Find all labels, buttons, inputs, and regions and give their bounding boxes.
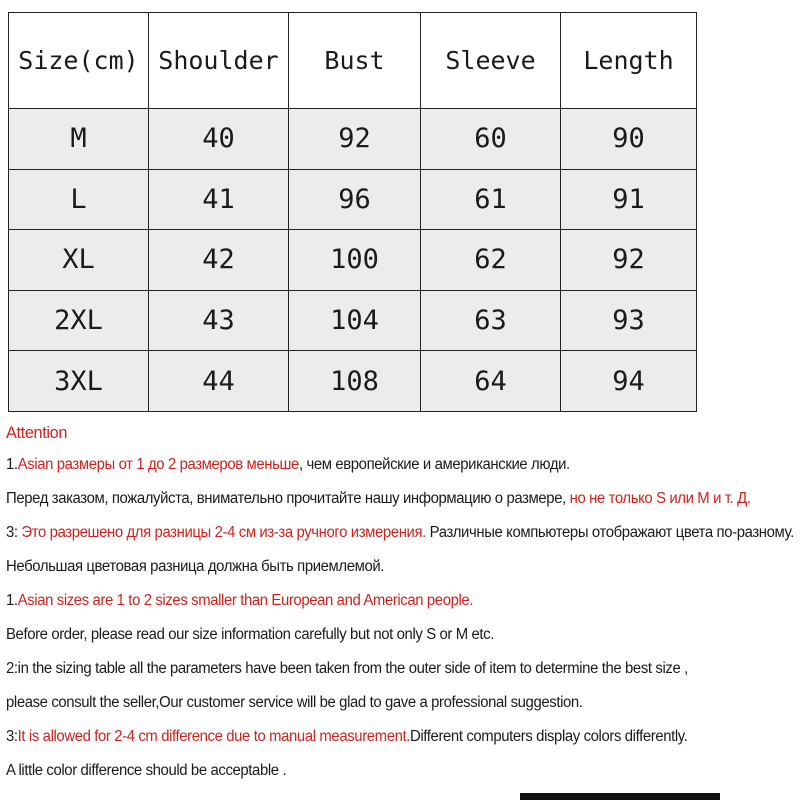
note-highlight: Asian sizes are 1 to 2 sizes smaller than European and American people. bbox=[17, 592, 474, 609]
bust-cell: 100 bbox=[289, 230, 421, 291]
header-size: Size(cm) bbox=[9, 13, 149, 109]
sleeve-cell: 64 bbox=[421, 351, 561, 412]
note-en-1 bbox=[6, 584, 765, 618]
note-en-3 bbox=[6, 652, 765, 686]
size-cell: XL bbox=[9, 230, 149, 291]
bottom-edge-strip bbox=[520, 793, 720, 800]
bust-cell: 108 bbox=[289, 351, 421, 412]
note-text: Небольшая цветовая разница должна быть приемлемой. bbox=[6, 558, 385, 575]
note-text: , чем европейские и американские люди. bbox=[298, 456, 570, 473]
note-text: A little color difference should be acceptable . bbox=[6, 762, 287, 779]
table-row bbox=[9, 108, 697, 169]
note-text: 2:in the sizing table all the parameters have been taken from the outer side of item to determine the best size , bbox=[6, 660, 688, 677]
header-sleeve: Sleeve bbox=[421, 13, 561, 109]
shoulder-cell: 40 bbox=[149, 108, 289, 169]
bust-cell: 92 bbox=[289, 108, 421, 169]
table-row bbox=[9, 169, 697, 230]
length-cell: 92 bbox=[561, 230, 697, 291]
note-highlight: но не только S или M и т. Д. bbox=[569, 490, 751, 507]
header-length: Length bbox=[561, 13, 697, 109]
note-ru-4 bbox=[6, 550, 765, 584]
table-row bbox=[9, 290, 697, 351]
size-cell: M bbox=[9, 108, 149, 169]
note-en-2 bbox=[6, 618, 765, 652]
bust-cell: 104 bbox=[289, 290, 421, 351]
sleeve-cell: 60 bbox=[421, 108, 561, 169]
table-row bbox=[9, 351, 697, 412]
note-en-4 bbox=[6, 686, 765, 720]
attention-notes bbox=[6, 418, 794, 788]
note-highlight: It is allowed for 2-4 cm difference due to manual measurement. bbox=[17, 728, 411, 745]
note-highlight: Это разрешено для разницы 2-4 см из-за ручного измерения. bbox=[21, 524, 426, 541]
note-ru-3 bbox=[6, 516, 794, 550]
length-cell: 94 bbox=[561, 351, 697, 412]
size-cell: 3XL bbox=[9, 351, 149, 412]
note-highlight: Asian размеры от 1 до 2 размеров меньше bbox=[17, 456, 299, 473]
note-en-5 bbox=[6, 720, 765, 754]
length-cell: 91 bbox=[561, 169, 697, 230]
attention-title: Attention bbox=[6, 423, 68, 442]
note-prefix: 1. bbox=[6, 456, 18, 473]
bust-cell: 96 bbox=[289, 169, 421, 230]
size-cell: 2XL bbox=[9, 290, 149, 351]
note-prefix: 3: bbox=[6, 728, 18, 745]
sleeve-cell: 61 bbox=[421, 169, 561, 230]
shoulder-cell: 42 bbox=[149, 230, 289, 291]
note-text: Different computers display colors differently. bbox=[410, 728, 688, 745]
note-ru-2 bbox=[6, 482, 765, 516]
note-text: Before order, please read our size information carefully but not only S or M etc. bbox=[6, 626, 494, 643]
sleeve-cell: 62 bbox=[421, 230, 561, 291]
length-cell: 90 bbox=[561, 108, 697, 169]
note-text: please consult the seller,Our customer service will be glad to gave a professional suggestion. bbox=[6, 694, 583, 711]
note-en-6 bbox=[6, 754, 765, 788]
header-bust: Bust bbox=[289, 13, 421, 109]
table-header-row bbox=[9, 13, 697, 109]
note-ru-1 bbox=[6, 448, 765, 482]
sleeve-cell: 63 bbox=[421, 290, 561, 351]
note-prefix: 1. bbox=[6, 592, 18, 609]
length-cell: 93 bbox=[561, 290, 697, 351]
size-chart-table bbox=[8, 12, 697, 412]
note-prefix: 3: bbox=[6, 524, 22, 541]
shoulder-cell: 43 bbox=[149, 290, 289, 351]
shoulder-cell: 44 bbox=[149, 351, 289, 412]
note-text: Различные компьютеры отображают цвета по-разному. bbox=[425, 524, 794, 541]
size-cell: L bbox=[9, 169, 149, 230]
table-row bbox=[9, 230, 697, 291]
shoulder-cell: 41 bbox=[149, 169, 289, 230]
note-text: Перед заказом, пожалуйста, внимательно прочитайте нашу информацию о размере, bbox=[6, 490, 570, 507]
header-shoulder: Shoulder bbox=[149, 13, 289, 109]
